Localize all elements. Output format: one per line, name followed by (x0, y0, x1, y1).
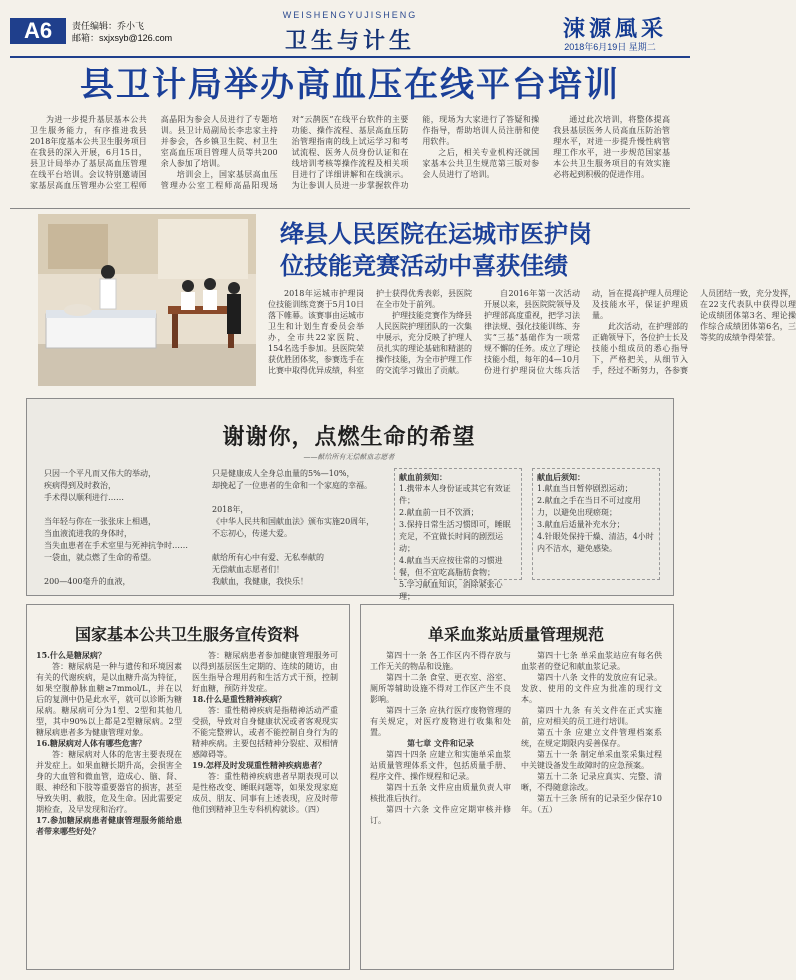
article2-headline-line1: 绛县人民医院在运城市医护岗 (280, 220, 592, 248)
note-item: 3.保持日常生活习惯即可，睡眠充足，不宜做长时间的剧烈运动； (399, 520, 511, 553)
note-item: 4.针眼处保持干燥、清洁，4小时内不洁水，避免感染。 (537, 532, 654, 553)
poem-line (44, 504, 204, 516)
qa-answer: 答：糖尿病患者参加健康管理服务可以得到基层医生定期的、连续的随访，由医生指导合理用药和生活方式干预，控制好血糖，预防并发症。 (192, 651, 338, 693)
poem-line: 手术得以顺利进行…… (44, 493, 124, 502)
regulation-item: 第四十九条 有关文件在正式实施前，应对相关的员工进行培训。 (521, 706, 662, 726)
qa-answer: 答：重性精神疾病是指精神活动严重受损，导致对自身健康状况或者客观现实不能完整辨认，或者不能控制自身行为的精神疾病。主要包括精神分裂症、双相情感障碍等。 (192, 706, 338, 759)
poem-line: 不忘初心，传递大爱。 (212, 529, 292, 538)
photo-illustration (38, 214, 256, 386)
divider (10, 208, 690, 209)
note-item: 4.献血当天应按往常的习惯进餐，但不宜吃高脂肪食物； (399, 556, 503, 577)
regulation-item: 第四十五条 文件应由质量负责人审核批准后执行。 (370, 783, 511, 803)
nursing-competition-photo (38, 214, 256, 386)
notes-title: 献血前须知： (399, 472, 447, 482)
article2-para: 自2016年第一次活动开展以来，县医院院领导及护理部高度重视，把学习法律法规、强化技能训练、夯实“三基”基础作为一项常规不懈的任务。成立了理论技能小组，每年的4—10月份进行护理岗位大练兵活动，旨在提高护理人员理论及技能水平，保证护理质量。 (484, 289, 688, 375)
regulation-item: 第四十八条 文件的发放应有记录。发放、使用的文件应为批准的现行文本。 (521, 673, 662, 704)
note-item: 1.献血当日暂停剧烈运动； (537, 484, 633, 493)
page-number: A6 (10, 18, 66, 44)
article1-para: 培训会上，国家基层高血压管理办公室工程师高晶阳现场对“云鹊医”在线平台软件的主要功能、操作流程、基层高血压防治管理指南的线上试运学习和考试流程、医务人员身份认证和在线培训考核等操作流程及相关项目进行了详细讲解和在线演示。为让参训人员进一步掌握软件功能，现场为大家进行了答疑和操作指导，帮助培训人员注册和使用软件。 (160, 115, 540, 190)
editor-name: 责任编辑：乔小飞 (72, 21, 145, 31)
note-item: 5.学习献血知识，消除紧张心理； (399, 580, 503, 601)
donation-headline: 谢谢你，点燃生命的希望 (222, 424, 476, 450)
regulation-item: 第五十一条 制定单采血浆采集过程中关键设备发生故障时的应急预案。 (521, 750, 662, 770)
regulation-item: 第四十四条 应建立和实施单采血浆站质量管理体系文件，包括质量手册、程序文件、操作规程和记录。 (370, 750, 511, 781)
regulation-item: 第四十七条 单采血浆站应有每名供血浆者的登记和献血浆记录。 (521, 651, 662, 671)
qa-answer: 答：糖尿病是一种与遗传和环境因素有关的代谢疾病，是以血糖升高为特征，如果空腹静脉血糖≥7mmol/L，并在以后的复测中仍是此水平，就可以诊断为糖尿病。糖尿病可分为1型、2型和其他几型，其中90%以上都是2型糖尿病。2型糖尿病患者多为健康管理对象。 (36, 662, 182, 737)
poem-line: 无偿献血志愿者们！ (212, 565, 284, 574)
note-item: 2.献血之手在当日不可过度用力，以避免出现瘀斑； (537, 496, 641, 517)
issue-date: 2018年6月19日 星期二 (564, 42, 656, 52)
poem-line: 一袋血，就点燃了生命的希望。 (44, 553, 156, 562)
poem-line: 只是健康成人全身总血量的5%—10%， (212, 469, 355, 478)
article2-headline-line2: 位技能竞赛活动中喜获佳绩 (280, 252, 568, 280)
poem-line: 疾病得到及时救治， (44, 481, 116, 490)
poem-line: 当失血患者在手术室里与死神抗争时…… (44, 541, 188, 550)
post-donation-notes (532, 468, 660, 580)
note-item: 2.献血前一日不饮酒； (399, 508, 479, 517)
article1-para: 通过此次培训，将整体提高我县基层医务人员高血压防治管理水平，对进一步提升慢性病管理工作水平，进一步规范国家基本公共卫生服务项目的有效实施必将起到积极的促进作用。 (553, 115, 670, 179)
donation-poem-col1 (44, 468, 204, 588)
poem-line: 献给所有心中有爱、无私奉献的 (212, 553, 324, 562)
regulation-item: 第四十二条 食堂、更衣室、浴室、厕所等辅助设施不得对工作区产生不良影响。 (370, 673, 511, 704)
qa-answer: 答：重性精神疾病患者早期表现可以是性格改变、睡眠问题等，如果发现家庭成员、朋友、同事有上述表现，应及时带他们到精神卫生专科机构就诊。（四） (192, 772, 338, 814)
poem-line: 200—400毫升的血液， (44, 577, 131, 586)
qa-answer: 答：糖尿病对人体的危害主要表现在并发症上。如果血糖长期升高，会损害全身的大血管和微血管，造成心、脑、肾、眼、神经和下肢等重要器官的损害，甚至导致失明、截肢，危及生命。因此需要定期检查，及早发现和治疗。 (36, 750, 182, 814)
article1-headline: 县卫计局举办高血压在线平台培训 (80, 65, 620, 105)
notes-title: 献血后须知： (537, 472, 585, 482)
qa-question: 17.参加糖尿病患者健康管理服务能给患者带来哪些好处？ (36, 815, 182, 836)
article4-body (370, 650, 662, 960)
article3-body (36, 650, 338, 960)
poem-line: 2018年， (212, 505, 249, 514)
note-item: 3.献血后适量补充水分； (537, 520, 625, 529)
regulation-item: 第五十条 应建立文件管理档案系统，在规定期限内妥善保存。 (521, 728, 662, 748)
qa-question: 19.怎样及时发现重性精神疾病患者？ (192, 760, 326, 770)
article2-para: 护理技能竞赛作为绛县人民医院护理团队的一次集中展示，充分反映了护理人员扎实的理论基础和精湛的操作技能，为全市护理工作的交流学习做出了贡献。 (376, 311, 472, 375)
poem-line (212, 492, 382, 504)
regulation-item: 第四十一条 各工作区内不得存放与工作无关的物品和设施。 (370, 651, 511, 671)
section-title: 卫生与计生 (284, 28, 415, 54)
qa-question: 16.糖尿病对人体有哪些危害？ (36, 738, 146, 748)
poem-line: 当血液流进我的身体时， (44, 529, 132, 538)
article2-para: 2018年运城市护理岗位技能训练竞赛于5月10日落下帷幕。该赛事由运城市卫生和计划生育委员会举办，全市共22家医院、154名选手参加。县医院荣获优胜团体奖，参赛选手在比赛中取得优异成绩，科室护士获得优秀表彰，县医院在全市处于前列。 (268, 289, 472, 375)
poem-line: 当年轻与你在一张张床上相遇， (44, 517, 156, 526)
regulation-item: 第五十三条 所有的记录至少保存10年。（五） (521, 794, 662, 814)
poem-line (44, 564, 204, 576)
donation-poem-col2 (212, 468, 382, 588)
editor-email: 邮箱：sxjxsyb@126.com (72, 33, 173, 43)
article2-para: 此次活动，在护理部的正确领导下，各位护士长及技能小组成员的悉心指导下，严格把关，从细节入手，经过不断努力，各参赛人员团结一致，充分发挥，在22支代表队中获得以理论成绩团体第3名、理论操作综合成绩团体第6名，三等奖的成绩争得荣誉。 (592, 289, 796, 375)
qa-question: 15.什么是糖尿病？ (36, 650, 106, 660)
poem-line: 《中华人民共和国献血法》颁布实施20周年， (212, 517, 375, 526)
article3-headline: 国家基本公共卫生服务宣传资料 (74, 625, 299, 644)
pre-donation-notes (394, 468, 522, 601)
poem-line (212, 540, 382, 552)
article4-headline: 单采血浆站质量管理规范 (427, 625, 604, 644)
poem-line: 我献血，我健康，我快乐！ (212, 577, 308, 586)
masthead-rule (10, 56, 690, 58)
poem-line: 却挽起了一位患者的生命和一个家庭的幸福。 (212, 481, 372, 490)
chapter-heading: 第七章 文件和记录 (407, 738, 474, 748)
regulation-item: 第四十六条 文件应定期审核并修订。 (370, 805, 511, 825)
regulation-item: 第五十二条 记录应真实、完整、清晰，不得随意涂改。 (521, 772, 662, 792)
article1-body (30, 114, 670, 206)
article2-body (268, 288, 796, 386)
editor-info (72, 20, 172, 44)
article2-headline (280, 218, 680, 282)
donation-subtitle: ——献给所有无偿献血志愿者 (303, 453, 395, 461)
regulation-item: 第四十三条 应执行医疗废物管理的有关规定，对医疗废物进行收集和处置。 (370, 706, 511, 737)
note-item: 1.携带本人身份证或其它有效证件； (399, 484, 511, 505)
qa-question: 18.什么是重性精神疾病？ (192, 694, 286, 704)
poem-line: 只因一个平凡而又伟大的举动， (44, 469, 156, 478)
newspaper-logo: 涑源風采 (562, 16, 667, 42)
section-pinyin: WEISHENGYUJISHENG (282, 10, 418, 20)
article1-para: 之后，相关专业机构还就国家基本公共卫生规范第三版对参会人员进行了培训。 (422, 148, 540, 179)
article1-para: 为进一步提升基层基本公共卫生服务能力，有序推进我县2018年度基本公共卫生服务项目在我县的深入开展，6月15日，县卫计局举办了基层高血压管理在线平台培训。会议特别邀请国家基层高血压管理办公室工程师高晶阳为参会人员进行了专题培训。县卫计局副局长李忠家主持并参会，各乡镇卫生院、村卫生室高血压项目管理人员等共200余人参加了培训。 (30, 115, 278, 190)
